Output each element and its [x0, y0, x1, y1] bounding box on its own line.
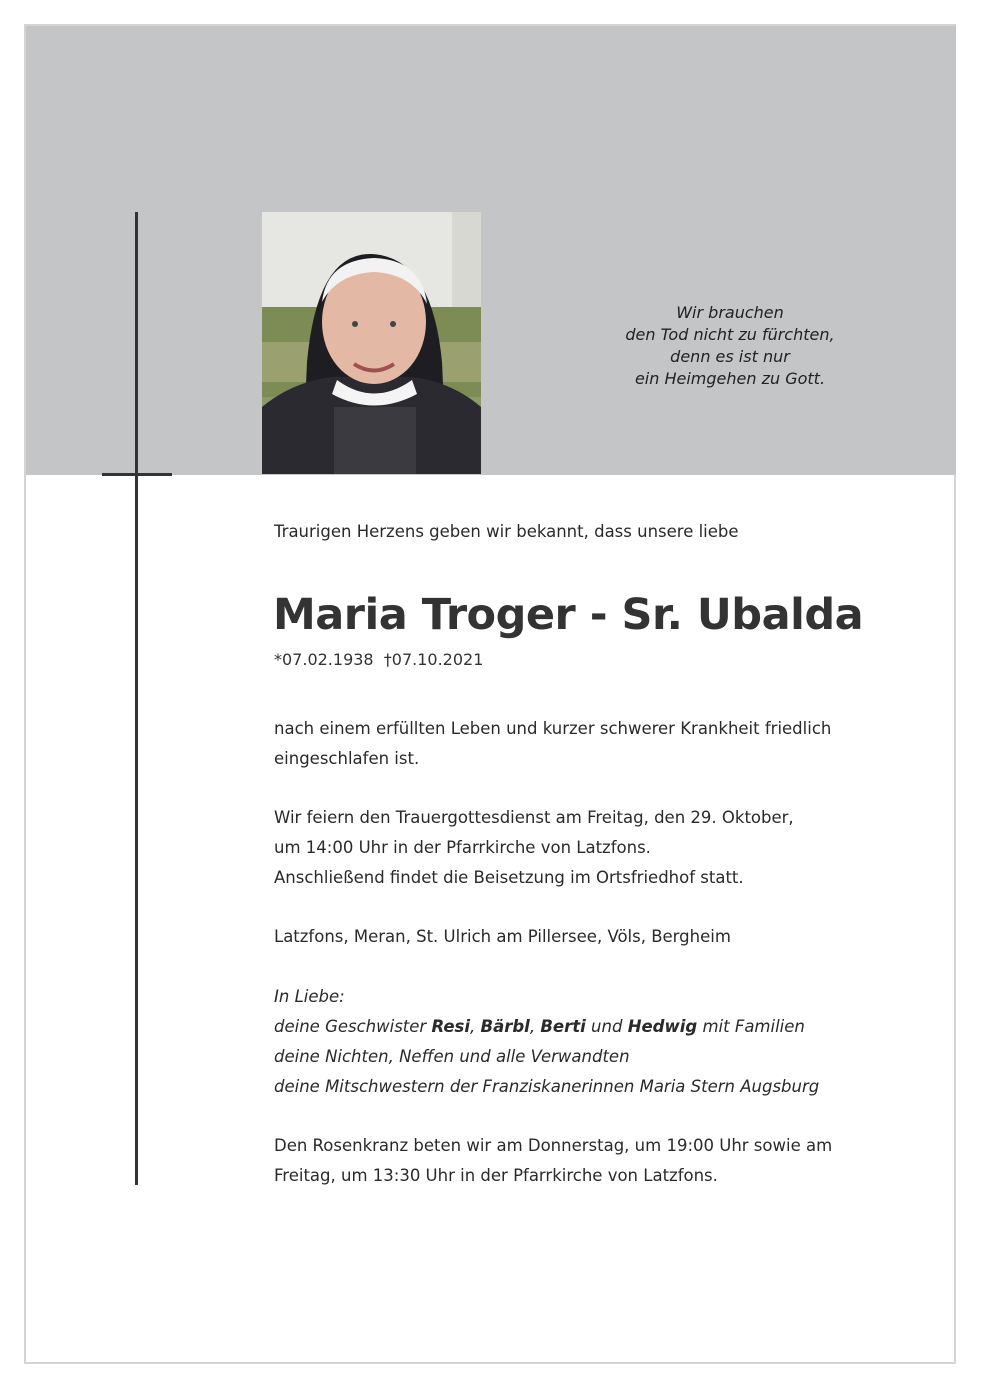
quote-line: denn es ist nur: [670, 347, 790, 366]
sibling-name: Resi: [431, 1017, 471, 1036]
quote: [590, 302, 870, 390]
deceased-name: Maria Troger - Sr. Ubalda: [273, 590, 864, 640]
text-line: Wir feiern den Trauergottesdienst am Freitag, den 29. Oktober,: [274, 808, 794, 827]
portrait-photo: [262, 212, 481, 474]
cross-icon-vertical: [135, 212, 138, 1185]
cross-icon-horizontal: [102, 473, 172, 476]
text-line: um 14:00 Uhr in der Pfarrkirche von Latzfons.: [274, 838, 651, 857]
quote-line: Wir brauchen: [676, 303, 784, 322]
text: und: [585, 1017, 628, 1036]
text-line: Anschließend findet die Beisetzung im Ortsfriedhof statt.: [274, 868, 744, 887]
text-line: Freitag, um 13:30 Uhr in der Pfarrkirche von Latzfons.: [274, 1166, 718, 1185]
quote-line: den Tod nicht zu fürchten,: [625, 325, 835, 344]
text: ,: [529, 1017, 541, 1036]
text-line: Den Rosenkranz beten wir am Donnerstag, um 19:00 Uhr sowie am: [274, 1136, 833, 1155]
quote-line: ein Heimgehen zu Gott.: [634, 369, 826, 388]
mourners-line: deine Nichten, Neffen und alle Verwandten: [274, 1047, 630, 1066]
text: deine Geschwister: [274, 1017, 432, 1036]
birth-date: *07.02.1938: [274, 650, 374, 669]
mourners-heading: In Liebe:: [274, 987, 345, 1006]
text: mit Familien: [697, 1017, 805, 1036]
mourners-siblings: [274, 1012, 819, 1042]
dates: [274, 650, 483, 669]
paragraph-rosary: [274, 1131, 832, 1191]
text-line: eingeschlafen ist.: [274, 749, 420, 768]
mourners: [274, 982, 819, 1102]
places: Latzfons, Meran, St. Ulrich am Pillersee, Völs, Bergheim: [274, 927, 731, 946]
sibling-name: Bärbl: [480, 1017, 530, 1036]
text: ,: [470, 1017, 481, 1036]
death-date: †07.10.2021: [383, 650, 484, 669]
header-band: [26, 26, 956, 475]
text-line: nach einem erfüllten Leben und kurzer schwerer Krankheit friedlich: [274, 719, 832, 738]
sibling-name: Hedwig: [627, 1017, 698, 1036]
sibling-name: Berti: [540, 1017, 586, 1036]
intro-text: Traurigen Herzens geben wir bekannt, dass unsere liebe: [274, 522, 739, 541]
paragraph-service: [274, 803, 794, 893]
mourners-line: deine Mitschwestern der Franziskanerinnen Maria Stern Augsburg: [274, 1077, 820, 1096]
paragraph-passing: [274, 714, 831, 774]
